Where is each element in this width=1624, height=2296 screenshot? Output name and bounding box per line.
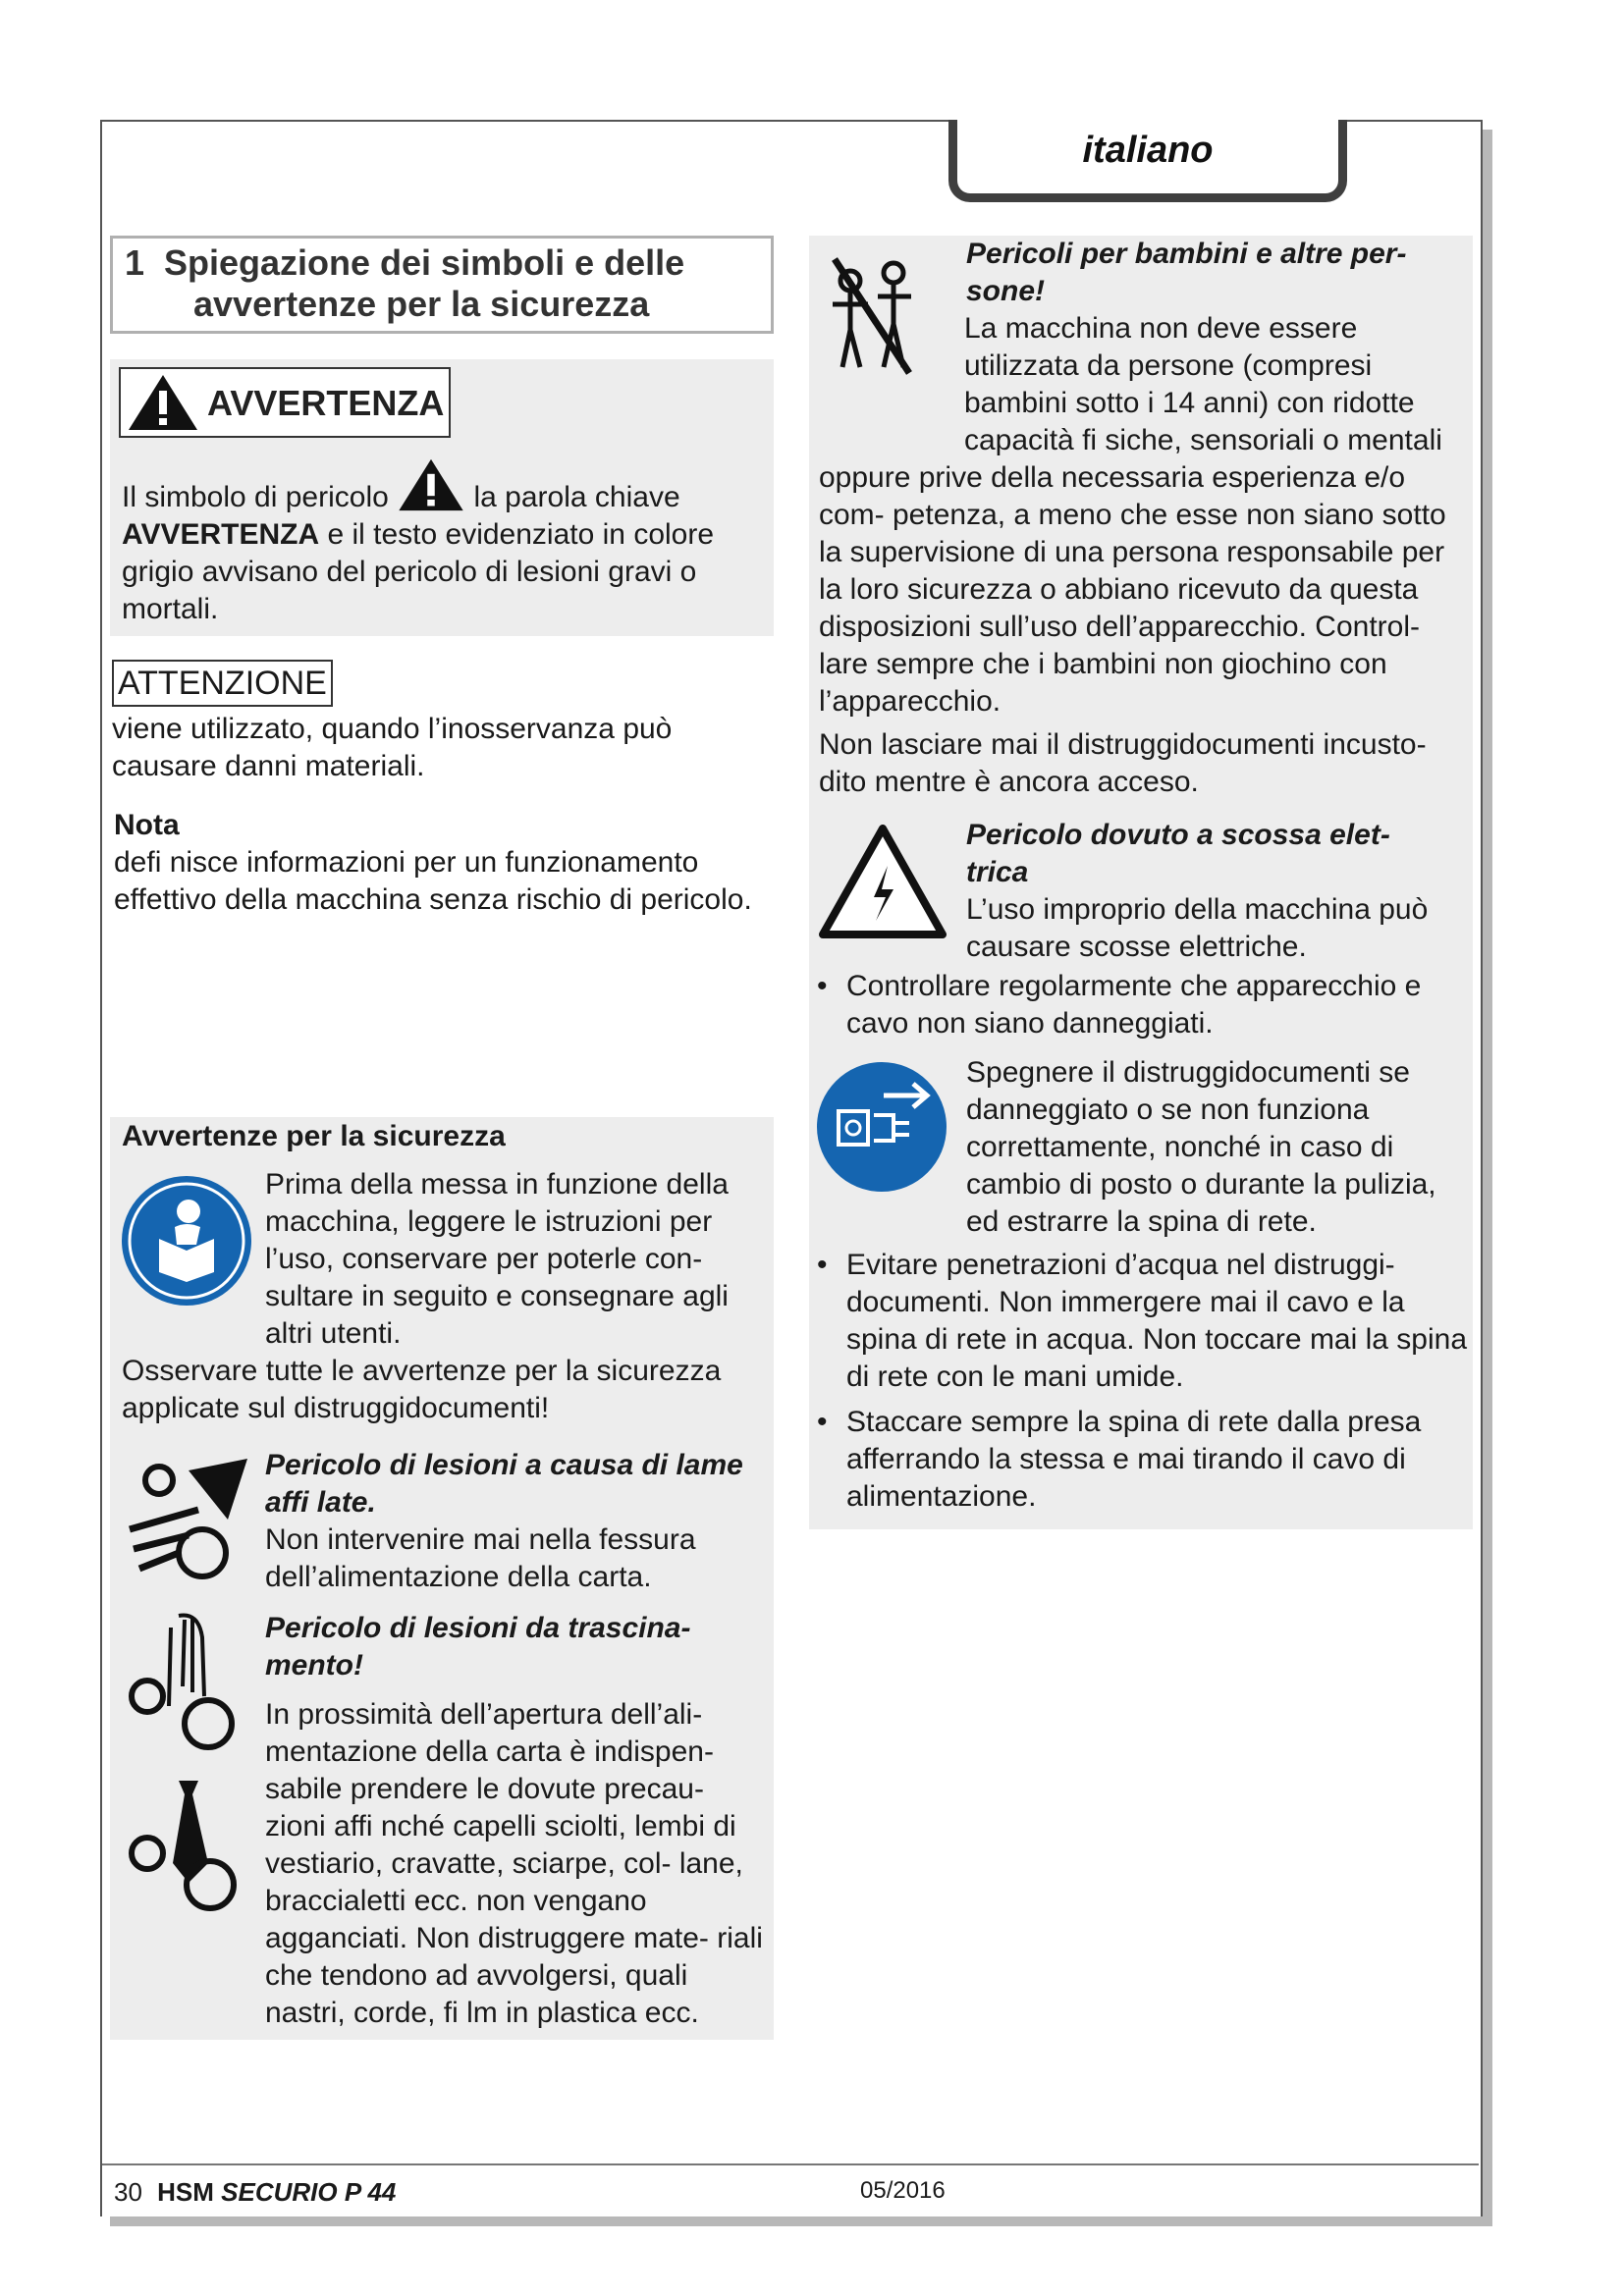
children-title: Pericoli per bambini e altre per- sone! xyxy=(966,238,1407,307)
note-title: Nota xyxy=(114,809,180,841)
electric-shock-icon xyxy=(819,825,947,938)
page-number: 30 xyxy=(114,2177,142,2207)
unplug-text-lead xyxy=(966,1054,1469,1241)
read-manual-text: Prima della messa in funzione della macchina, leggere le istruzioni per l’uso, conservare per poterle con- sultare in seguito e consegnare agli altri utenti. xyxy=(265,1168,729,1350)
unattended-text: Non lasciare mai il distruggidocumenti incusto- dito mentre è ancora acceso. xyxy=(819,728,1427,798)
children-text: La macchina non deve essere utilizzata da persone (compresi bambini sotto i 14 anni) con ridotte capacità fi siche, sensoriali o mentali oppure prive della necessaria esperienza e/o com- petenza, a meno che esse non siano sotto la supervisione di una persona responsabile per la loro sicurezza o abbiano ricevuto da questa disposizioni sull’uso dell’apparecchio. Control- lare sempre che i bambini non giochino con l’apparecchio. xyxy=(819,312,1446,718)
warning-triangle-icon xyxy=(127,373,199,432)
section-number: 1 xyxy=(125,242,145,283)
caution-text: viene utilizzato, quando l’inosservanza può causare danni materiali. xyxy=(112,713,673,782)
warning-label: AVVERTENZA xyxy=(207,383,445,423)
unplug-text: Spegnere il distruggidocumenti se danneggiato o se non funziona correttamente, nonché in caso di cambio di posto o durante la pulizia, ed estrarre la spina di rete. xyxy=(966,1056,1436,1238)
read-manual-icon xyxy=(120,1174,253,1308)
footer-divider xyxy=(102,2163,1479,2165)
warning-text: Il simbolo di pericolo la parola chiave AVVERTENZA e il testo evidenziato in colore grigio avvisano del pericolo di lesioni gravi o mortali. xyxy=(122,477,766,628)
danger-symbol-icon xyxy=(397,457,465,512)
section-title: Spiegazione dei simboli e delle avvertenze per la sicurezza xyxy=(164,242,685,324)
list-item: • Controllare regolarmente che apparecchio e cavo non siano danneggiati. xyxy=(811,968,1469,1042)
warning-block xyxy=(110,359,774,636)
language-label: italiano xyxy=(1082,130,1214,171)
bullet-list-1 xyxy=(811,968,1469,1042)
footer-date: 05/2016 xyxy=(860,2177,946,2204)
list-item: • Staccare sempre la spina di rete dalla presa afferrando la stessa e mai tirando il cavo di alimentazione. xyxy=(811,1404,1469,1516)
safety-block xyxy=(110,1117,774,2040)
blades-text: Non intervenire mai nella fessura dell’alimentazione della carta. xyxy=(265,1523,696,1593)
brand-logo: HSM xyxy=(157,2177,214,2207)
pull-title: Pericolo di lesioni da trascina- mento! xyxy=(265,1612,691,1682)
section-heading xyxy=(110,236,774,334)
caution-label: ATTENZIONE xyxy=(112,660,333,707)
list-item: • Evitare penetrazioni d’acqua nel distruggi- documenti. Non immergere mai il cavo e la spina di rete in acqua. Non toccare mai la spina di rete con le mani umide. xyxy=(811,1247,1469,1396)
footer-left xyxy=(114,2177,396,2208)
right-safety-block xyxy=(809,236,1473,1529)
bullet-list-2 xyxy=(811,1247,1469,1516)
note-text: defi nisce informazioni per un funzionamento effettivo della macchina senza rischio di pericolo. xyxy=(114,846,752,916)
sharp-blades-icon xyxy=(120,1451,257,1588)
caution-block xyxy=(112,660,774,785)
warning-label-box xyxy=(119,367,451,438)
children-text-wrap xyxy=(819,310,1469,721)
electric-text: L’uso improprio della macchina può causare scosse elettriche. xyxy=(966,893,1429,963)
pull-text: In prossimità dell’apertura dell’ali- mentazione della carta è indispen- sabile prendere le dovute precau- zioni affi nché capelli sciolti, lembi di vestiario, cravatte, sciarpe, col- lane, braccialetti ecc. non vengano agganciati. Non distruggere mate- riali che tendono ad avvolgersi, quali nastri, corde, fi lm in plastica ecc. xyxy=(265,1698,763,2029)
safety-title: Avvertenze per la sicurezza xyxy=(122,1120,506,1152)
observe-text: Osservare tutte le avvertenze per la sicurezza applicate sul distruggidocumenti! xyxy=(122,1355,722,1424)
electric-title: Pericolo dovuto a scossa elet- trica xyxy=(966,819,1390,888)
tie-entanglement-icon xyxy=(120,1775,257,1922)
language-tab xyxy=(948,120,1347,202)
blades-title: Pericolo di lesioni a causa di lame affi late. xyxy=(265,1449,743,1519)
unplug-icon xyxy=(815,1060,948,1194)
hair-entanglement-icon xyxy=(120,1608,257,1755)
note-block xyxy=(114,807,772,919)
model-name: SECURIO P 44 xyxy=(221,2177,397,2207)
